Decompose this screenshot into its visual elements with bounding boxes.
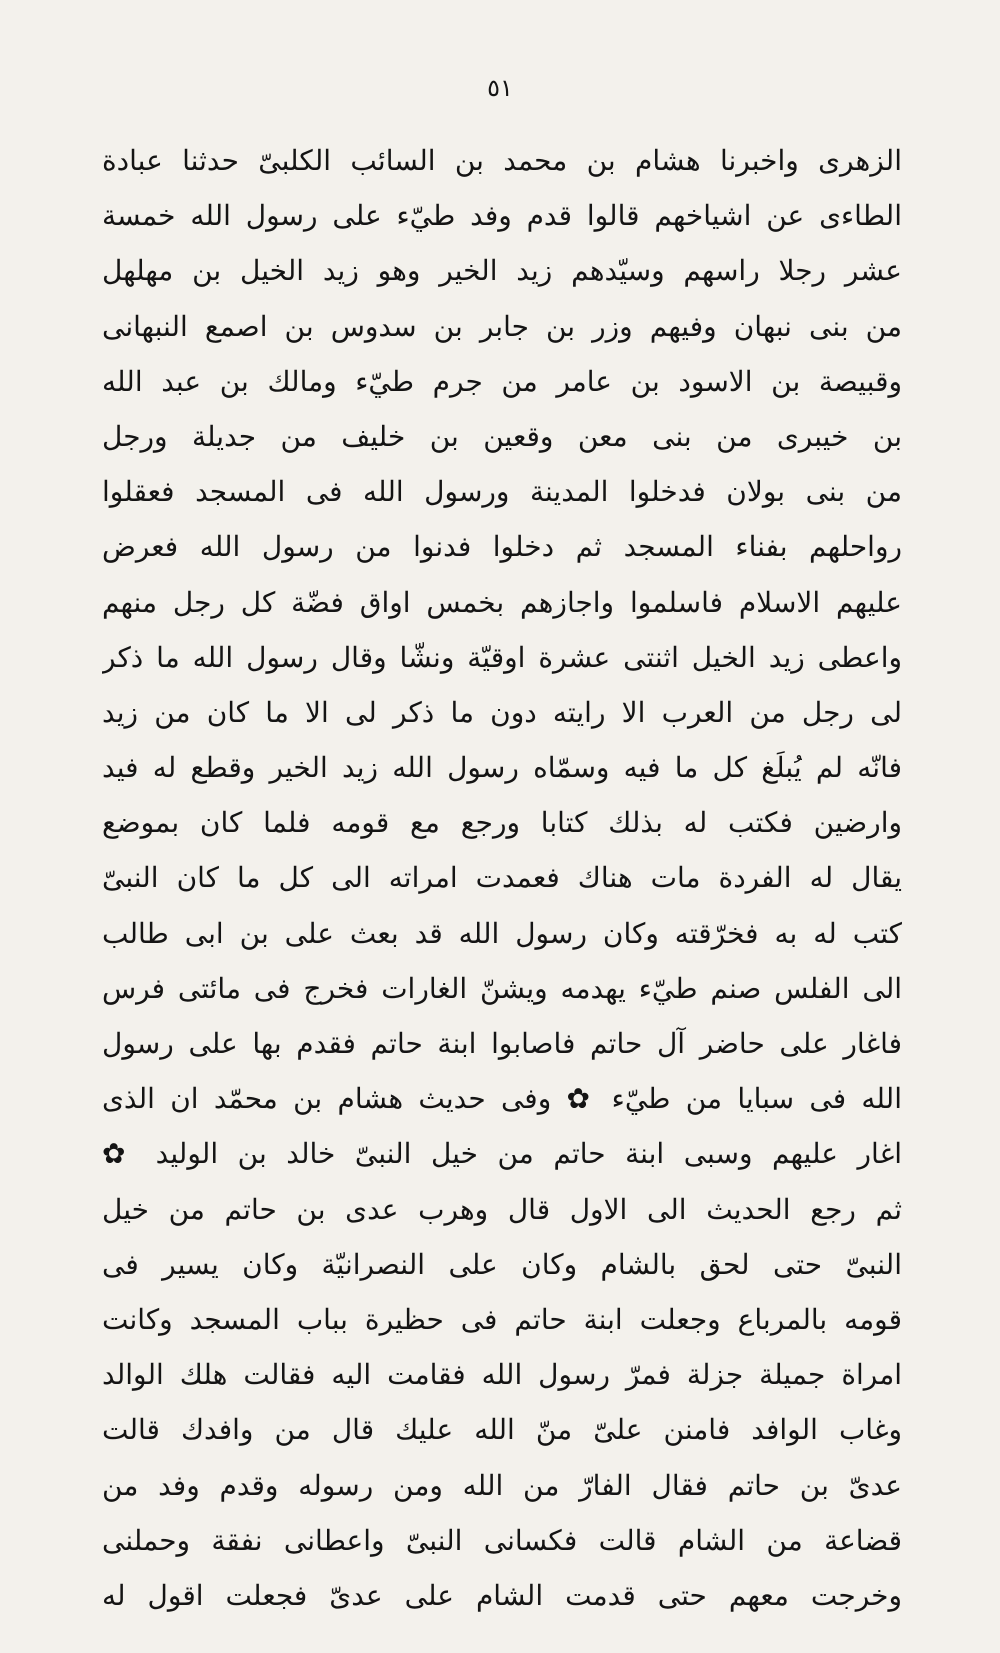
text-line: الله فى سبايا من طيّء ✿ وفى حديث هشام بن محمّد ان الذى — [102, 1082, 902, 1116]
text-line: بن خيبرى من بنى معن وقعين بن خليف من جديلة ورجل — [102, 419, 902, 453]
arabic-text-body — [102, 133, 902, 1623]
text-line: النبىّ حتى لحق بالشام وكان على النصرانيّة وكان يسير فى — [102, 1247, 902, 1281]
text-line: من بنى بولان فدخلوا المدينة ورسول الله فى المسجد فعقلوا — [102, 475, 902, 509]
text-line: واعطى زيد الخيل اثنتى عشرة اوقيّة ونشّا وقال رسول الله ما ذكر — [102, 640, 902, 674]
text-line: من بنى نبهان وفيهم وزر بن جابر بن سدوس بن اصمع النبهانى — [102, 309, 902, 343]
text-line: وقبيصة بن الاسود بن عامر من جرم طيّء ومالك بن عبد الله — [102, 364, 902, 398]
text-line: قضاعة من الشام قالت فكسانى النبىّ واعطانى نفقة وحملنى — [102, 1523, 902, 1557]
text-line: وخرجت معهم حتى قدمت الشام على عدىّ فجعلت اقول له — [102, 1578, 902, 1612]
text-line: وارضين فكتب له بذلك كتابا ورجع مع قومه فلما كان بموضع — [102, 806, 902, 840]
text-line: الى الفلس صنم طيّء يهدمه ويشنّ الغارات فخرج فى مائتى فرس — [102, 971, 902, 1005]
text-line: كتب له به فخرّقته وكان رسول الله قد بعث على بن ابى طالب — [102, 916, 902, 950]
text-line: اغار عليهم وسبى ابنة حاتم من خيل النبىّ خالد بن الوليد ✿ — [102, 1137, 902, 1171]
text-line: وغاب الوافد فامنن علىّ منّ الله عليك قال من وافدك قالت — [102, 1413, 902, 1447]
text-line: ثم رجع الحديث الى الاول قال وهرب عدى بن حاتم من خيل — [102, 1192, 902, 1226]
text-line: عليهم الاسلام فاسلموا واجازهم بخمس اواق فضّة كل رجل منهم — [102, 585, 902, 619]
text-line: امراة جميلة جزلة فمرّ رسول الله فقامت اليه فقالت هلك الوالد — [102, 1358, 902, 1392]
text-line: الطاءى عن اشياخهم قالوا قدم وفد طيّء على رسول الله خمسة — [102, 199, 902, 233]
text-line: قومه بالمرباع وجعلت ابنة حاتم فى حظيرة بباب المسجد وكانت — [102, 1302, 902, 1336]
text-line: فاغار على حاضر آل حاتم فاصابوا ابنة حاتم فقدم بها على رسول — [102, 1027, 902, 1060]
text-line: الزهرى واخبرنا هشام بن محمد بن السائب الكلبىّ حدثنا عبادة — [102, 144, 902, 177]
text-line: لى رجل من العرب الا رايته دون ما ذكر لى الا ما كان من زيد — [102, 695, 902, 729]
text-line: فانّه لم يُبلَغ كل ما فيه وسمّاه رسول الله زيد الخير وقطع له فيد — [102, 751, 902, 785]
text-line: عدىّ بن حاتم فقال الفارّ من الله ومن رسوله وقدم وفد من — [102, 1468, 902, 1502]
text-line: رواحلهم بفناء المسجد ثم دخلوا فدنوا من رسول الله فعرض — [102, 530, 902, 564]
page-number: ٥١ — [487, 74, 513, 102]
text-line: عشر رجلا راسهم وسيّدهم زيد الخير وهو زيد الخيل بن مهلهل — [102, 254, 902, 288]
text-line: يقال له الفردة مات هناك فعمدت امراته الى كل ما كان النبىّ — [102, 861, 902, 895]
